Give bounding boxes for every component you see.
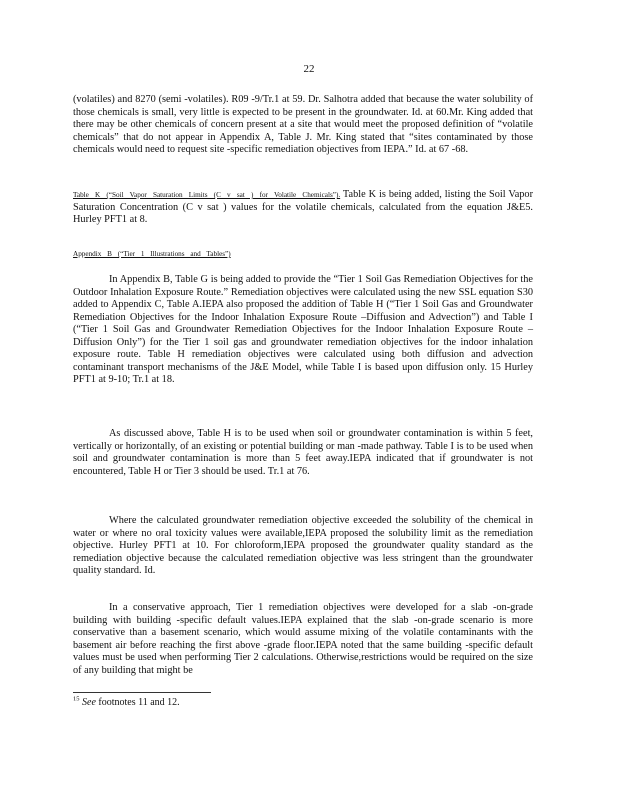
footnote: [73, 697, 180, 710]
footnote-number: 15: [73, 695, 80, 703]
appendix-b-heading-row: [73, 248, 533, 261]
footnote-see: See: [82, 697, 96, 708]
table-k-heading: Table K (“Soil Vapor Saturation Limits (C v sat ) for Volatile Chemicals”).: [73, 191, 341, 199]
table-k-text: Table K is being added, listing the Soil Vapor Saturation Concentration (C v sat ) values for the volatile chemicals, calculated from the equation J&E5. Hurley PFT1 at 8.: [73, 189, 534, 225]
footnote-divider: [73, 692, 211, 693]
page-number: 22: [303, 63, 315, 75]
paragraph-conservative-approach: In a conservative approach, Tier 1 remediation objectives were developed for a slab -on-grade building with building -specific default values.IEPA explained that the slab -on-grade scenario is more conservative than a basement scenario, which would assume mixing of the volatile contaminants with the basement air before reaching the first above -grade floor.IEPA noted that the same building -specific default values must be used when performing Tier 2 calculations. Otherwise,restrictions would be required on the size of any building that might be: [73, 602, 533, 676]
appendix-b-heading: Appendix B (“Tier 1 Illustrations and Tables”): [73, 250, 231, 258]
paragraph-volatiles: (volatiles) and 8270 (semi -volatiles). R09 -9/Tr.1 at 59. Dr. Salhotra added that because the water solubility of those chemicals is small, very little is expected to be present in the groundwater. Id. at 60.Mr. King added that there may be other chemicals of concern present at a site that would meet the proposed definition of “volatile chemicals” that do not appear in Appendix A, Table J. Mr. King stated that “sites contaminated by those chemicals would need to request site -specific remediation objectives from IEPA.” Id. at 67 -68.: [73, 94, 533, 155]
paragraph-as-discussed: As discussed above, Table H is to be used when soil or groundwater contamination is within 5 feet, vertically or horizontally, of an existing or potential building or man -made pathway. Table I is to be used when soil and groundwater contamination is more than 5 feet away.IEPA indicated that if groundwater is not encountered, Table H or Tier 3 should be used. Tr.1 at 76.: [73, 428, 533, 477]
paragraph-appendix-b: In Appendix B, Table G is being added to provide the “Tier 1 Soil Gas Remediation Objectives for the Outdoor Inhalation Exposure Route.” Remediation objectives were calculated using the new SSL equation S30 added to Appendix C, Table A.IEPA also proposed the addition of Table H (“Tier 1 Soil Gas and Groundwater Remediation Objectives for the Indoor Inhalation Exposure Route –Diffusion and Advection”) and Table I (“Tier 1 Soil Gas and Groundwater Remediation Objectives for the Indoor Inhalation Exposure Route –Diffusion Only”) for the Tier 1 soil gas and groundwater remediation objectives for the indoor inhalation exposure route. Table H remediation objectives were calculated using both diffusion and advection contaminant transport mechanisms of the J&E Model, while Table I is based upon diffusion only. 15 Hurley PFT1 at 9-10; Tr.1 at 18.: [73, 274, 533, 385]
paragraph-where-calculated: Where the calculated groundwater remediation objective exceeded the solubility of the chemical in water or where no oral toxicity values were available,IEPA proposed the solubility limit as the remediation objective. Hurley PFT1 at 10. For chloroform,IEPA proposed the groundwater quality standard as the remediation objective because the calculated remediation objective was less stringent than the groundwater quality standard. Id.: [73, 515, 533, 576]
table-k-section: [73, 189, 533, 227]
footnote-text: footnotes 11 and 12.: [98, 697, 180, 708]
